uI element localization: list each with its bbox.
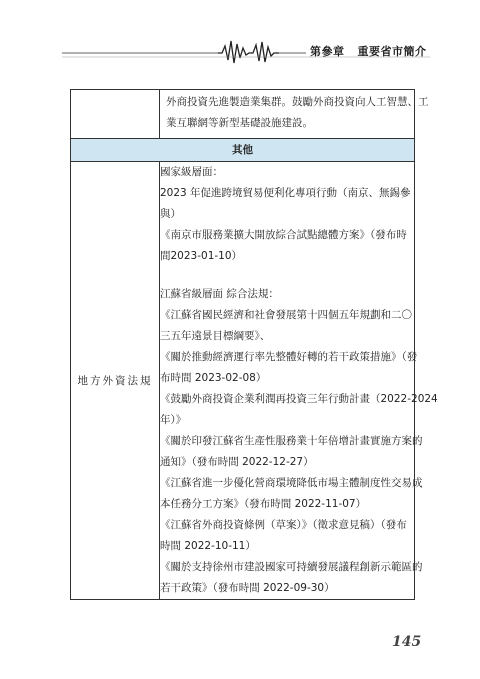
page-number: 145 [392, 634, 422, 650]
intro-line: 業互聯網等新型基礎設施建設。 [166, 117, 313, 129]
law-line: 《江蘇省國民經濟和社會發展第十四個五年規劃和二〇 [160, 309, 412, 321]
law-line: 年）》 [160, 414, 187, 426]
law-blank-line [160, 267, 414, 284]
intro-empty-cell [71, 90, 160, 139]
header-rule [0, 0, 480, 70]
law-line: 時間 2022-10-11） [160, 540, 256, 552]
law-line: 間2023-01-10） [160, 250, 243, 262]
running-header [310, 43, 427, 59]
law-line: 布時間 2023-02-08） [160, 372, 267, 384]
table-row-laws [71, 162, 415, 600]
regulation-table [70, 89, 438, 600]
law-line: 《鼓勵外商投資企業利潤再投資三年行動計畫（2022-2024 [160, 393, 438, 405]
table-row-section [71, 139, 415, 162]
law-line: 三五年遠景目標綱要》、 [160, 330, 271, 342]
intro-line: 外商投資先進製造業集群。鼓勵外商投資向人工智慧、工 [166, 96, 429, 108]
law-line: 《關於支持徐州市建設國家可持續發展議程創新示範區的 [160, 561, 423, 573]
law-line: 《南京市服務業擴大開放綜合試點總體方案》（發布時 [160, 229, 407, 241]
intro-text-cell [160, 90, 429, 139]
law-line: 與） [160, 208, 181, 220]
law-line: 國家級層面： [160, 166, 223, 178]
law-line: 《關於印發江蘇省生產性服務業十年倍增計畫實施方案的 [160, 435, 423, 447]
chapter-label: 第參章 [310, 45, 345, 58]
law-line: 江蘇省級層面 綜合法規： [160, 288, 279, 300]
law-line: 若干政策》（發布時間 2022-09-30） [160, 582, 335, 594]
law-line: 《江蘇省外商投資條例（草案）》（徵求意見稿）（發布 [160, 519, 407, 531]
heartbeat-wave [218, 41, 279, 63]
law-line: 《江蘇省進一步優化營商環境降低市場主體制度性交易成 [160, 477, 423, 489]
section-header: 其他 [71, 139, 415, 162]
law-line: 《關於推動經濟運行率先整體好轉的若干政策措施》（發 [160, 351, 418, 363]
chapter-title: 重要省市簡介 [357, 45, 427, 58]
table-row-intro [71, 90, 415, 139]
law-line: 2023 年促進跨境貿易便利化專項行動（南京、無錫參 [160, 187, 411, 199]
law-line: 本任務分工方案》（發布時間 2022-11-07） [160, 498, 367, 510]
row-label-local-foreign-investment-laws: 地方外資法規 [71, 162, 160, 600]
laws-list-cell [160, 162, 438, 600]
law-line: 通知》（發布時間 2022-12-27） [160, 456, 314, 468]
